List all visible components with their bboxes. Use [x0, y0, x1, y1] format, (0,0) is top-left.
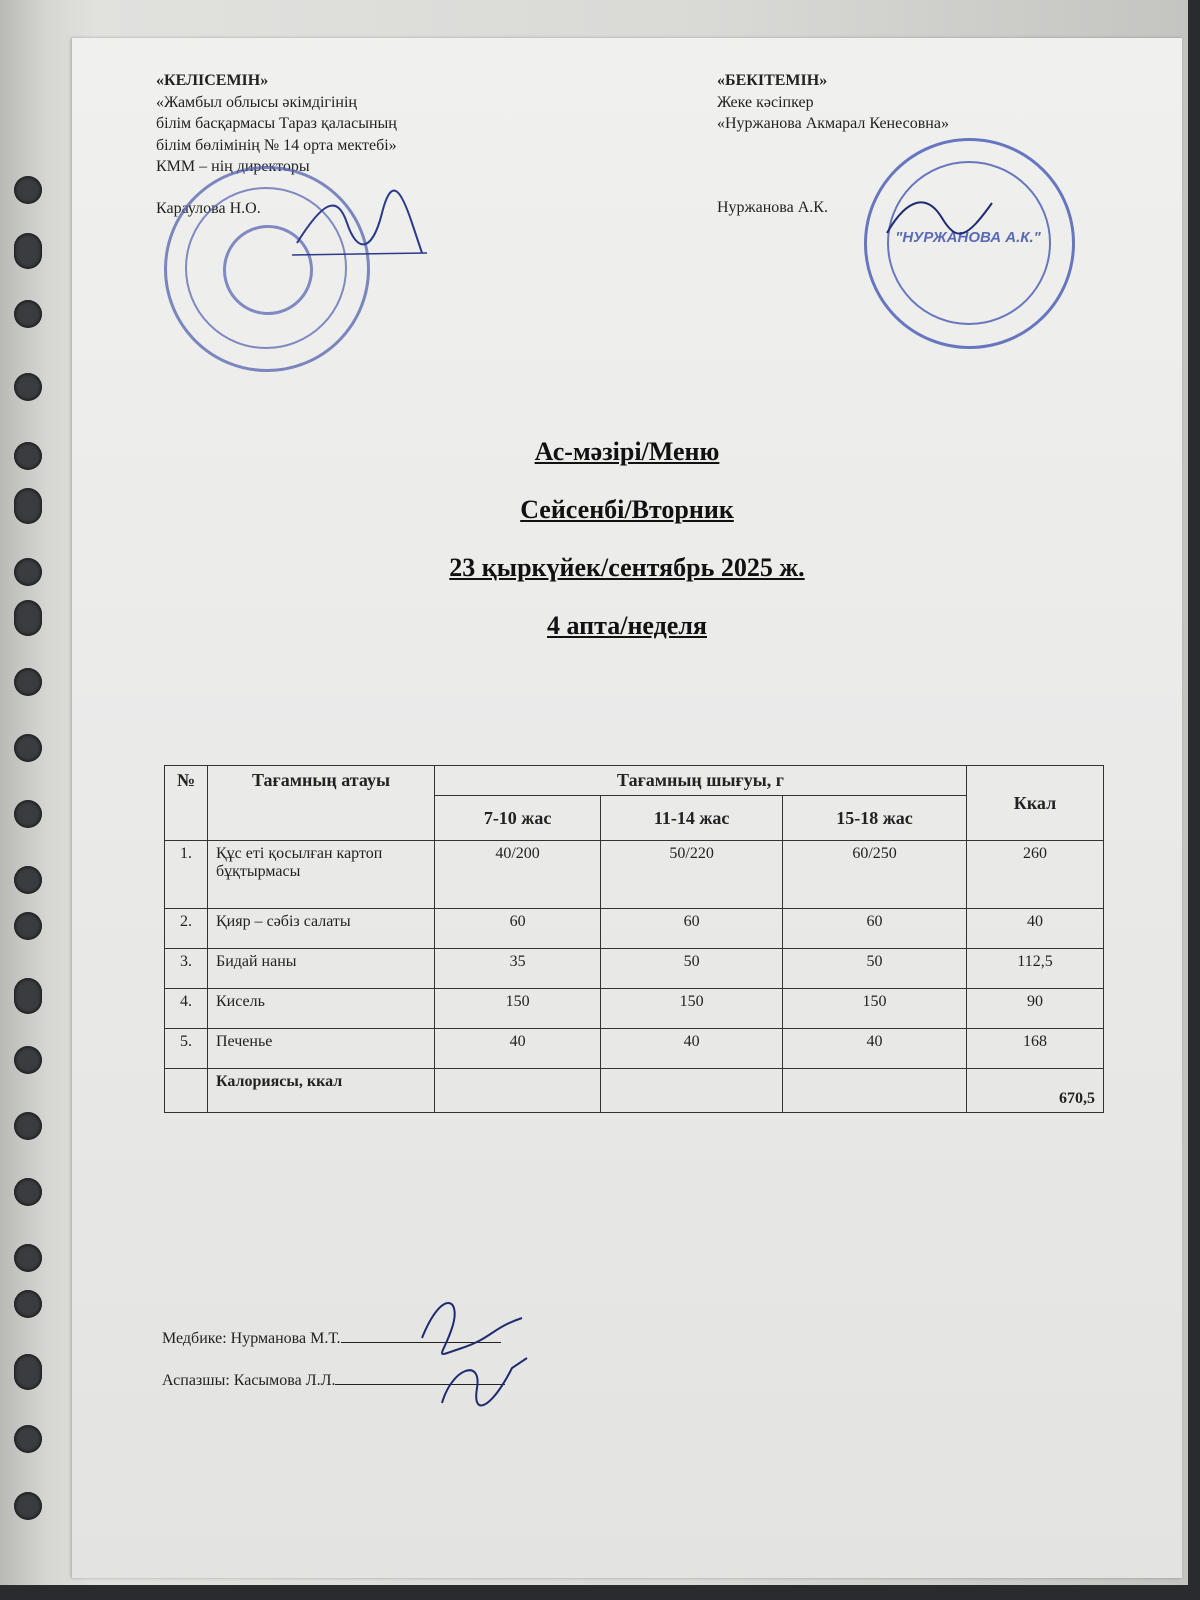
nurse-cook-signatures [402, 1288, 562, 1418]
punch-hole [14, 558, 42, 586]
org-line: «Нуржанова Акмарал Кенесовна» [717, 115, 949, 132]
yield-11-14: 40 [601, 1029, 783, 1069]
punch-hole [14, 1112, 42, 1140]
punch-hole [14, 800, 42, 828]
yield-15-18: 40 [783, 1029, 967, 1069]
entrepreneur-seal-stamp: "НУРЖАНОВА А.К." [864, 138, 1075, 349]
cook-signature-line: Аспазшы: Касымова Л.Л. [162, 1372, 336, 1389]
row-no: 1. [165, 841, 208, 909]
signer-name: Нуржанова А.К. [717, 198, 828, 216]
dish-name: Құс еті қосылған картоп бұқтырмасы [208, 841, 435, 909]
yield-11-14: 60 [601, 909, 783, 949]
col-name: Тағамның атауы [208, 766, 435, 841]
yield-15-18: 60 [783, 909, 967, 949]
date-title: 23 қыркүйек/сентябрь 2025 ж. [449, 553, 805, 582]
total-label: Калориясы, ккал [208, 1069, 435, 1113]
table-header-row [165, 766, 1104, 796]
punch-hole [14, 734, 42, 762]
col-age-15-18: 15-18 жас [783, 796, 967, 841]
org-line: «Жамбыл облысы әкімдігінің [156, 93, 357, 111]
total-row [165, 1069, 1104, 1113]
org-line: білім басқармасы Тараз қаласының [156, 115, 397, 132]
kcal-value: 260 [967, 841, 1104, 909]
row-no: 4. [165, 989, 208, 1029]
kcal-value: 90 [967, 989, 1104, 1029]
dish-name: Кисель [208, 989, 435, 1029]
row-no: 2. [165, 909, 208, 949]
col-yield: Тағамның шығуы, г [435, 766, 967, 796]
punch-hole [14, 1354, 42, 1390]
col-kcal: Ккал [967, 766, 1104, 841]
punch-hole [14, 373, 42, 401]
punch-hole [14, 1425, 42, 1453]
row-no: 3. [165, 949, 208, 989]
col-age-7-10: 7-10 жас [435, 796, 601, 841]
punch-hole [14, 978, 42, 1014]
table-row [165, 989, 1104, 1029]
document-page [72, 38, 1182, 1578]
punch-hole [14, 1244, 42, 1272]
punch-hole [14, 488, 42, 524]
day-title: Сейсенбі/Вторник [520, 495, 734, 524]
punch-hole [14, 233, 42, 269]
punch-hole [14, 300, 42, 328]
punch-hole [14, 1290, 42, 1318]
kcal-value: 168 [967, 1029, 1104, 1069]
punch-hole [14, 1492, 42, 1520]
punch-hole [14, 176, 42, 204]
table-row [165, 909, 1104, 949]
director-signature [292, 183, 432, 263]
title-block [72, 423, 1182, 655]
col-no: № [165, 766, 208, 841]
dish-name: Бидай наны [208, 949, 435, 989]
total-kcal: 670,5 [967, 1069, 1104, 1113]
punch-hole [14, 1046, 42, 1074]
yield-7-10: 35 [435, 949, 601, 989]
kcal-value: 40 [967, 909, 1104, 949]
yield-15-18: 60/250 [783, 841, 967, 909]
col-age-11-14: 11-14 жас [601, 796, 783, 841]
dish-name: Печенье [208, 1029, 435, 1069]
table-row [165, 1029, 1104, 1069]
table-row [165, 949, 1104, 989]
yield-7-10: 150 [435, 989, 601, 1029]
row-no: 5. [165, 1029, 208, 1069]
punch-hole [14, 600, 42, 636]
yield-15-18: 50 [783, 949, 967, 989]
punch-hole [14, 668, 42, 696]
entrepreneur-signature [882, 188, 1002, 248]
nurse-signature-line: Медбике: Нурманова М.Т. [162, 1330, 341, 1347]
yield-11-14: 150 [601, 989, 783, 1029]
punch-hole [14, 866, 42, 894]
yield-7-10: 40/200 [435, 841, 601, 909]
yield-7-10: 40 [435, 1029, 601, 1069]
approved-heading: «БЕКІТЕМІН» [717, 72, 828, 89]
org-line: Жеке кәсіпкер [717, 93, 814, 111]
punch-hole [14, 442, 42, 470]
org-line: білім бөлімінің № 14 орта мектебі» [156, 136, 397, 154]
table-row [165, 841, 1104, 909]
signer-name: Караулова Н.О. [156, 199, 261, 217]
menu-table [164, 765, 1104, 1113]
yield-11-14: 50/220 [601, 841, 783, 909]
agreed-heading: «КЕЛІСЕМІН» [156, 72, 269, 89]
dish-name: Қияр – сәбіз салаты [208, 909, 435, 949]
week-title: 4 апта/неделя [547, 611, 707, 640]
yield-15-18: 150 [783, 989, 967, 1029]
kcal-value: 112,5 [967, 949, 1104, 989]
punch-hole [14, 1178, 42, 1206]
punch-hole [14, 912, 42, 940]
org-line: КММ – нің директоры [156, 158, 310, 175]
yield-11-14: 50 [601, 949, 783, 989]
menu-title: Ас-мәзірі/Меню [534, 437, 720, 466]
yield-7-10: 60 [435, 909, 601, 949]
